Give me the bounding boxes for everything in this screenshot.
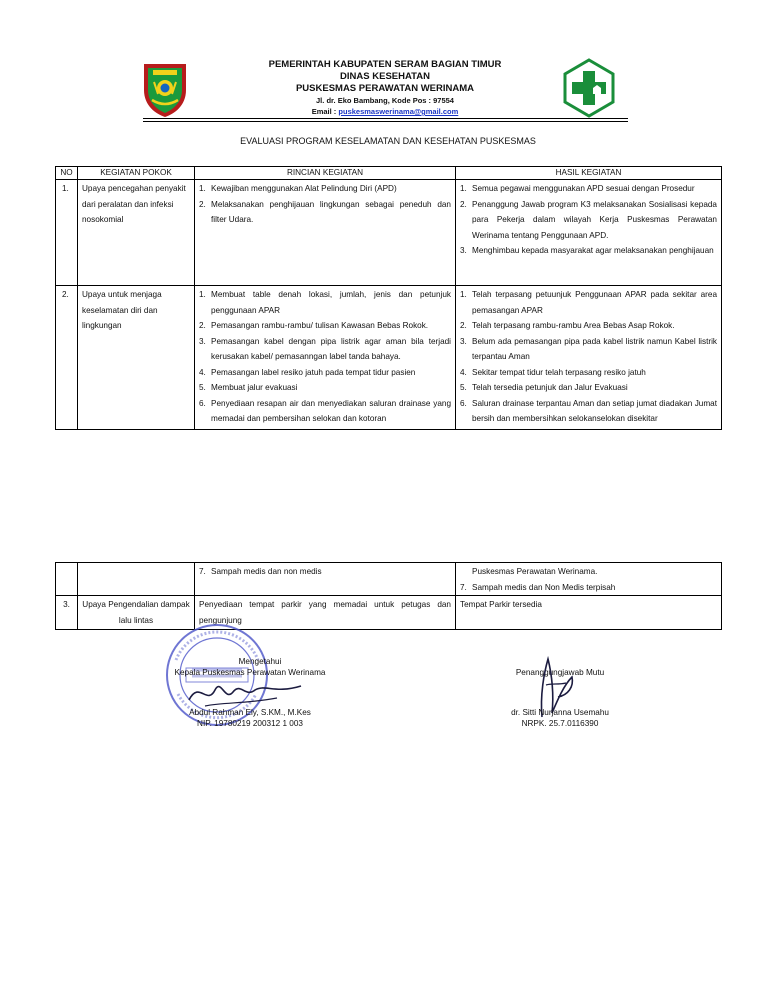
col-header-hasil: HASIL KEGIATAN bbox=[456, 167, 722, 180]
list-item: 1. Membuat table denah lokasi, jumlah, jenis dan petunjuk penggunaan APAR bbox=[199, 290, 451, 315]
header-government: PEMERINTAH KABUPATEN SERAM BAGIAN TIMUR bbox=[268, 59, 502, 70]
list-item: 2. Melaksanakan penghijauan lingkungan sebagai peneduh dan filter Udara. bbox=[199, 199, 451, 224]
evaluation-table-continued bbox=[55, 562, 722, 630]
email-label: Email : bbox=[311, 107, 339, 116]
evaluation-table bbox=[55, 166, 722, 430]
rincian-cell: Penyediaan tempat parkir yang memadai untuk petugas dan pengunjung bbox=[195, 596, 456, 630]
email-link[interactable]: puskesmaswerinama@gmail.com bbox=[338, 107, 459, 116]
list-item: 1. Semua pegawai menggunakan APD sesuai dengan Prosedur bbox=[460, 184, 695, 193]
list-item: 1. Kewajiban menggunakan Alat Pelindung Diri (APD) bbox=[199, 184, 397, 193]
col-header-rincian: RINCIAN KEGIATAN bbox=[195, 167, 456, 180]
row-number: 2. bbox=[56, 286, 78, 430]
list-item: 3. Menghimbau kepada masyarakat agar melaksanakan penghijauan bbox=[460, 246, 714, 255]
list-item: 7. Sampah medis dan non medis bbox=[199, 567, 322, 576]
table-row bbox=[56, 596, 722, 630]
header-rule-double bbox=[143, 121, 628, 122]
rincian-cell bbox=[195, 563, 456, 596]
list-item: 2. Pemasangan rambu-rambu/ tulisan Kawasan Bebas Rokok. bbox=[199, 321, 429, 330]
sign-heading: Mengetahui bbox=[238, 657, 282, 666]
table-row bbox=[56, 286, 722, 430]
kegiatan-pokok: Upaya untuk menjaga keselamatan diri dan lingkungan bbox=[78, 286, 195, 430]
regency-logo-icon bbox=[140, 60, 190, 118]
list-item: 5. Membuat jalur evakuasi bbox=[199, 383, 298, 392]
sign-nrpk-quality: NRPK. 25.7.0116390 bbox=[521, 719, 599, 728]
row-number: 3. bbox=[56, 596, 78, 630]
table-row bbox=[56, 180, 722, 286]
sign-nip-head: NIP. 19780219 200312 1 003 bbox=[197, 719, 303, 728]
kegiatan-pokok-empty bbox=[78, 563, 195, 596]
sign-role-quality: Penanggungjawab Mutu bbox=[515, 668, 605, 677]
kegiatan-pokok: Upaya pencegahan penyakit dari peralatan dan infeksi nosokomial bbox=[78, 180, 195, 286]
header-email-line bbox=[200, 107, 570, 116]
list-item: 1. Telah terpasang petuunjuk Penggunaan APAR pada sekitar area pemasangan APAR bbox=[460, 290, 717, 315]
signature-head-icon bbox=[185, 672, 305, 712]
list-item: 5. Telah tersedia petunjuk dan Jalur Evakuasi bbox=[460, 383, 628, 392]
header-address: Jl. dr. Eko Bambang, Kode Pos : 97554 bbox=[316, 96, 454, 105]
header-rule bbox=[143, 118, 628, 119]
hasil-cell bbox=[456, 286, 722, 430]
list-item: Puskesmas Perawatan Werinama. bbox=[472, 567, 598, 576]
list-item: 2. Telah terpasang rambu-rambu Area Bebas Asap Rokok. bbox=[460, 321, 675, 330]
list-item: 4. Pemasangan label resiko jatuh pada tempat tidur pasien bbox=[199, 367, 416, 377]
list-item: 2. Penanggung Jawab program K3 melaksanakan Sosialisasi kepada para Pekerja dalam wilayah Kerja Puskesmas Perawatan Werinama tentang Penggunaan APD. bbox=[460, 199, 717, 240]
table-row bbox=[56, 563, 722, 596]
list-item: 7. Sampah medis dan Non Medis terpisah bbox=[460, 582, 616, 592]
kegiatan-pokok: Upaya Pengendalian dampak lalu lintas bbox=[78, 596, 195, 630]
list-item: 6. Saluran drainase terpantau Aman dan setiap jumat diadakan Jumat bersih dan membersihkan selokanselokan disekitar bbox=[460, 398, 717, 423]
row-number-empty bbox=[56, 563, 78, 596]
list-item: 3. Belum ada pemasangan pipa pada kabel listrik namun Kabel listrik terpantau Aman bbox=[460, 336, 717, 361]
list-item: 6. Penyediaan resapan air dan menyediakan saluran drainase yang memadai dan pembersihan selokan dan kotoran bbox=[199, 398, 451, 423]
rincian-cell bbox=[195, 286, 456, 430]
sign-name-head: Abdul Rahman Ely, S.KM., M.Kes bbox=[189, 708, 311, 717]
list-item: 3. Pemasangan kabel dengan pipa listrik agar aman bila terjadi kerusakan kabel/ pemasanngan label tanda bahaya. bbox=[199, 336, 451, 361]
row-number: 1. bbox=[56, 180, 78, 286]
list-item: 4. Sekitar tempat tidur telah terpasang resiko jatuh bbox=[460, 367, 646, 377]
sign-name-quality: dr. Sitti Nurjanna Usemahu bbox=[511, 708, 609, 717]
hasil-cell: Tempat Parkir tersedia bbox=[456, 596, 722, 630]
hasil-cell bbox=[456, 563, 722, 596]
header-department: DINAS KESEHATAN bbox=[340, 71, 430, 82]
col-header-no: NO bbox=[56, 167, 78, 180]
rincian-cell bbox=[195, 180, 456, 286]
header-institution: PUSKESMAS PERAWATAN WERINAMA bbox=[295, 83, 475, 94]
col-header-kegiatan: KEGIATAN POKOK bbox=[78, 167, 195, 180]
sign-role-head: Kepala Puskesmas Perawatan Werinama bbox=[174, 668, 326, 677]
document-title: EVALUASI PROGRAM KESELAMATAN DAN KESEHATAN PUSKESMAS bbox=[240, 136, 536, 146]
hasil-cell bbox=[456, 180, 722, 286]
table-header-row bbox=[56, 167, 722, 180]
